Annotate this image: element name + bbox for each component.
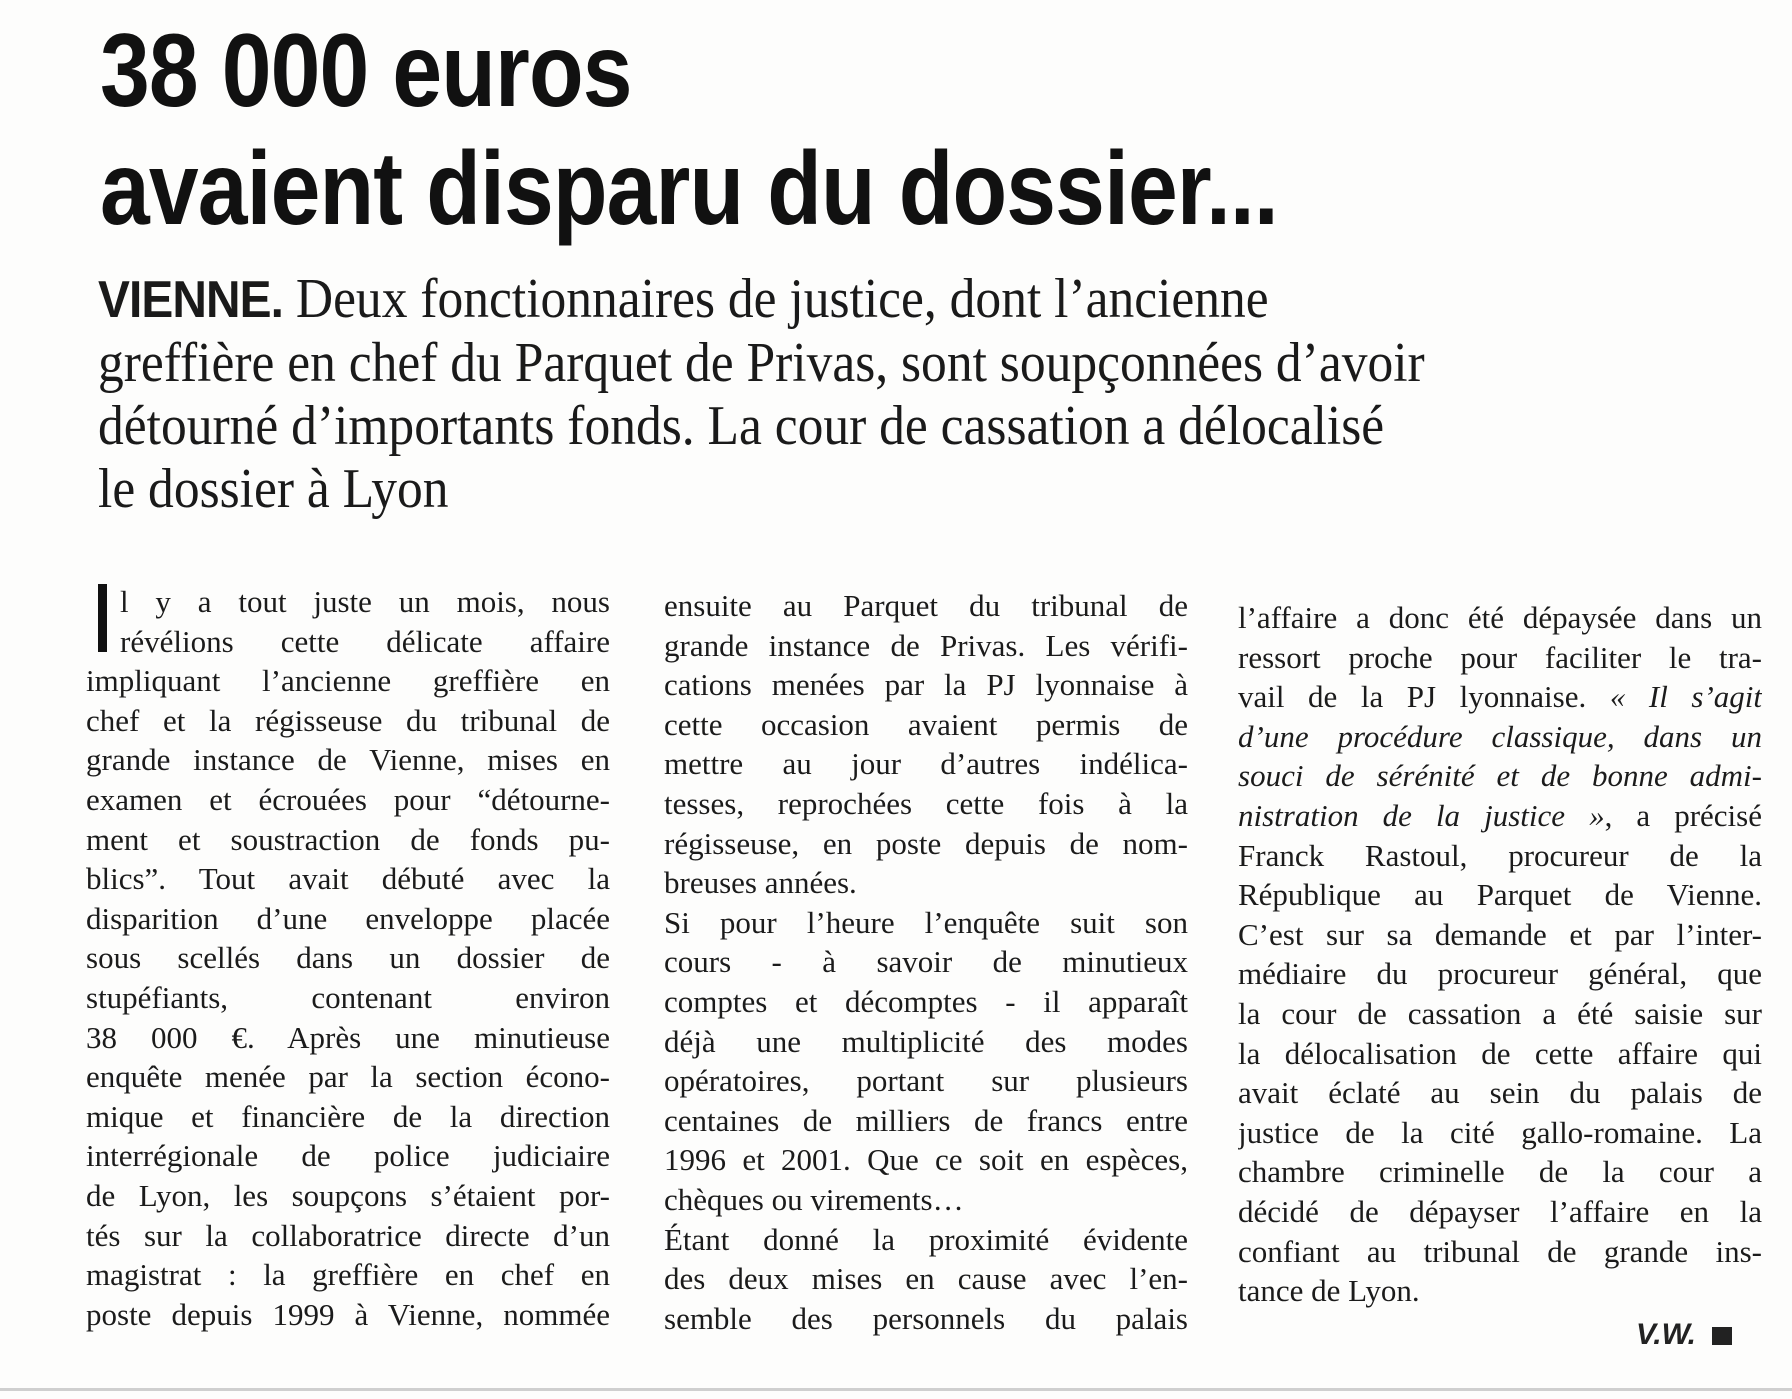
col3-quote-line: souci de sérénité et de bonne admi- [1238,758,1762,794]
col1-line: de Lyon, les soupçons s’étaient por- [86,1177,610,1213]
col3-line [1238,677,1762,717]
col2-line: tesses, reprochées cette fois à la [664,785,1188,821]
col2-line: des deux mises en cause avec l’en- [664,1261,1188,1297]
col3-text: , a précisé [1604,797,1762,833]
col3-line: chambre criminelle de la cour a [1238,1154,1762,1190]
col1-line: grande instance de Vienne, mises en [86,742,610,778]
author-initials: V.W. [1635,1318,1696,1351]
col1-line: enquête menée par la section écono- [86,1059,610,1095]
col3-line: médiaire du procureur général, que [1238,956,1762,992]
col1-line: révélions cette délicate affaire [120,623,610,659]
col3-line: tance de Lyon. [1238,1273,1420,1309]
col3-line: justice de la cité gallo-romaine. La [1238,1114,1762,1150]
col1-line: tés sur la collaboratrice directe d’un [86,1217,610,1253]
col3-line: ressort proche pour faciliter le tra- [1238,639,1762,675]
headline-line-2: avaient disparu du dossier... [100,131,1278,247]
col1-line: stupéfiants, contenant environ [86,979,610,1015]
col3-line [1238,796,1762,836]
col1-line: l y a tout juste un mois, nous [120,584,610,619]
quote-start: « Il s’agit [1609,679,1762,715]
col2-line: Étant donné la proximité évidente [664,1221,1188,1257]
col3-line: République au Parquet de Vienne. [1238,877,1762,913]
col2-line: grande instance de Privas. Les vérifi- [664,627,1188,663]
col3-line: C’est sur sa demande et par l’inter- [1238,916,1762,952]
col3-line: Franck Rastoul, procureur de la [1238,837,1762,873]
col3-line: décidé de dépayser l’affaire en la [1238,1193,1762,1229]
article-column-1 [86,582,610,1334]
col1-line: mique et financière de la direction [86,1098,610,1134]
col1-line: blics”. Tout avait débuté avec la [86,861,610,897]
col2-line: chèques ou virements… [664,1181,964,1217]
col2-line: cette occasion avaient permis de [664,706,1188,742]
col3-text: vail de la PJ lyonnaise. [1238,679,1587,715]
col2-line: comptes et décomptes - il apparaît [664,983,1188,1019]
col2-line: cations menées par la PJ lyonnaise à [664,667,1188,703]
col1-line: poste depuis 1999 à Vienne, nommée [86,1296,610,1332]
col1-line: examen et écrouées pour “détourne- [86,781,610,817]
col1-line: sous scellés dans un dossier de [86,940,610,976]
end-mark-square-icon [1712,1327,1732,1345]
quote-end: nistration de la justice » [1238,797,1605,833]
col3-line: la délocalisation de cette affaire qui [1238,1035,1762,1071]
col3-line: l’affaire a donc été dépaysée dans un [1238,600,1762,635]
col1-line: chef et la régisseuse du tribunal de [86,702,610,738]
col2-line: cours - à savoir de minutieux [664,944,1188,980]
standfirst-line-3: détourné d’importants fonds. La cour de cassation a délocalisé [98,395,1385,457]
standfirst-line-2: greffière en chef du Parquet de Privas, sont soupçonnées d’avoir [98,332,1425,394]
author-signature [1636,1318,1732,1352]
col2-line: centaines de milliers de francs entre [664,1102,1188,1138]
standfirst-line-4: le dossier à Lyon [98,458,449,520]
col1-line: disparition d’une enveloppe placée [86,900,610,936]
col1-line: magistrat : la greffière en chef en [86,1257,610,1293]
col1-line: 38 000 €. Après une minutieuse [86,1019,610,1055]
location-kicker: VIENNE. [98,271,283,329]
headline [100,12,1510,248]
col2-line: opératoires, portant sur plusieurs [664,1063,1188,1099]
standfirst [98,268,1644,521]
col2-line: breuses années. [664,865,857,901]
standfirst-line-1 [98,268,1644,332]
col3-line: avait éclaté au sein du palais de [1238,1075,1762,1111]
standfirst-text-1: Deux fonctionnaires de justice, dont l’ancienne [295,268,1269,330]
col3-quote-line: d’une procédure classique, dans un [1238,718,1762,754]
headline-line-1: 38 000 euros [100,13,632,129]
col2-line: Si pour l’heure l’enquête suit son [664,904,1188,940]
col2-line: ensuite au Parquet du tribunal de [664,588,1188,623]
col1-line: ment et soustraction de fonds pu- [86,821,610,857]
col1-line: interrégionale de police judiciaire [86,1138,610,1174]
page-edge-divider [0,1388,1792,1391]
col3-line: la cour de cassation a été saisie sur [1238,995,1762,1031]
col2-line: 1996 et 2001. Que ce soit en espèces, [664,1142,1188,1178]
article-column-3 [1238,598,1762,1311]
col2-line: régisseuse, en poste depuis de nom- [664,825,1188,861]
col2-line: déjà une multiplicité des modes [664,1023,1188,1059]
col2-line: mettre au jour d’autres indélica- [664,746,1188,782]
article-column-2 [664,586,1188,1338]
col1-line: impliquant l’ancienne greffière en [86,663,610,699]
col3-line: confiant au tribunal de grande ins- [1238,1233,1762,1269]
col2-line: semble des personnels du palais [664,1300,1188,1336]
